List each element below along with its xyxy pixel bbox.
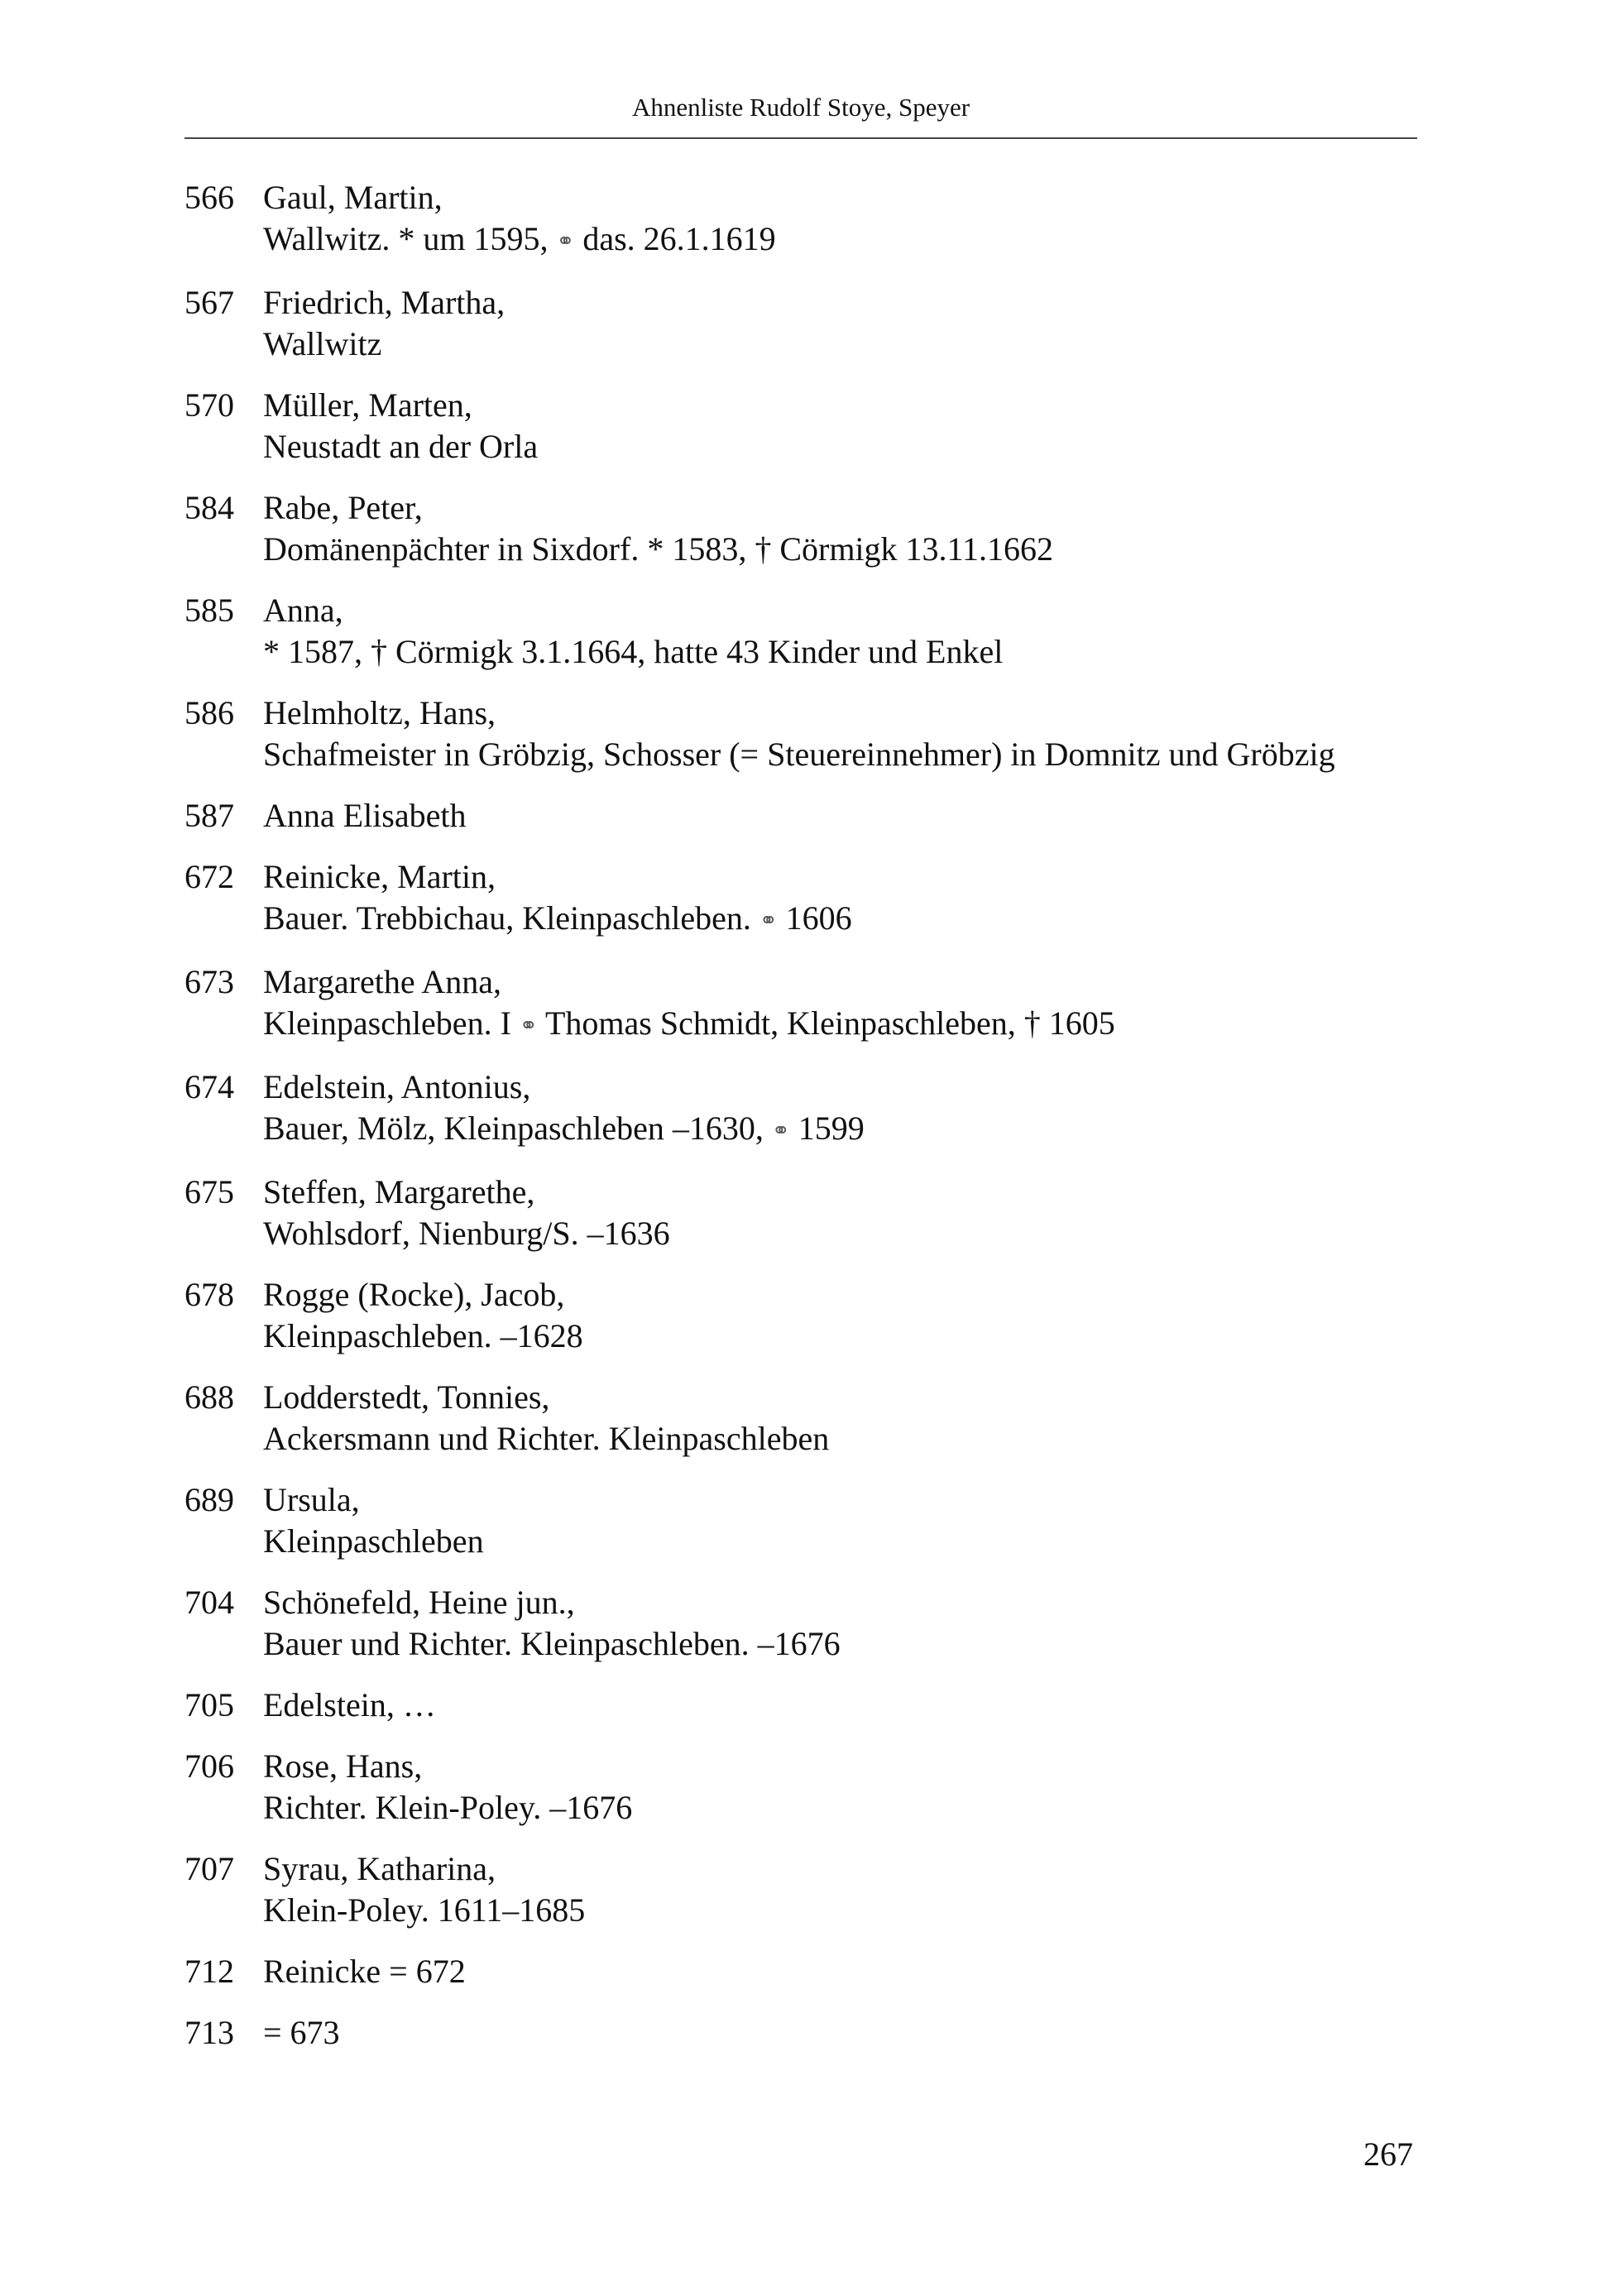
- marriage-icon: ⚭: [771, 1119, 790, 1143]
- ancestor-name: Rose, Hans,: [263, 1747, 423, 1785]
- ancestor-details: [263, 1746, 632, 1829]
- list-item: [184, 961, 1426, 1047]
- ancestor-details: [263, 590, 1003, 673]
- ancestor-number: 678: [184, 1276, 234, 1313]
- running-header: Ahnenliste Rudolf Stoye, Speyer: [631, 93, 970, 122]
- ancestor-info: Kleinpaschleben. I ⚭ Thomas Schmidt, Kleinpaschleben, † 1605: [263, 1004, 1115, 1042]
- ancestor-name: Lodderstedt, Tonnies,: [263, 1378, 550, 1416]
- ancestor-name: Rabe, Peter,: [263, 489, 423, 526]
- ancestor-details: [263, 1582, 841, 1665]
- ancestor-details: [263, 1685, 436, 1726]
- ancestor-details: [263, 1172, 670, 1254]
- ancestor-name: Friedrich, Martha,: [263, 284, 506, 321]
- ancestor-name: Reinicke = 672: [263, 1953, 466, 1990]
- ancestor-name: Steffen, Margarethe,: [263, 1173, 535, 1210]
- ancestor-info: Neustadt an der Orla: [263, 428, 539, 465]
- ancestor-info: Wallwitz: [263, 325, 382, 362]
- list-item: [184, 856, 1426, 942]
- ancestor-number: 675: [184, 1173, 234, 1210]
- page-number: 267: [1363, 2135, 1413, 2173]
- ancestor-name: Anna Elisabeth: [263, 797, 467, 834]
- ancestor-name: Gaul, Martin,: [263, 179, 443, 216]
- marriage-icon: ⚭: [519, 1014, 538, 1038]
- list-item: [184, 282, 1426, 365]
- list-item: [184, 487, 1426, 570]
- ancestor-number: 584: [184, 489, 234, 526]
- ancestor-number: 570: [184, 386, 234, 424]
- ancestor-info: Richter. Klein-Poley. –1676: [263, 1789, 633, 1826]
- ancestor-details: [263, 282, 505, 365]
- ancestor-name: Schönefeld, Heine jun.,: [263, 1584, 575, 1621]
- list-item: [184, 1479, 1426, 1562]
- ancestor-number: 585: [184, 592, 234, 629]
- ancestor-number: 672: [184, 858, 234, 895]
- ancestor-number: 587: [184, 797, 234, 834]
- header-rule: [184, 137, 1417, 139]
- ancestor-details: [263, 961, 1115, 1047]
- ancestor-number: 704: [184, 1584, 234, 1621]
- ancestor-info: Domänenpächter in Sixdorf. * 1583, † Cörmigk 13.11.1662: [263, 530, 1054, 568]
- ancestor-number: 707: [184, 1850, 234, 1887]
- ancestor-details: [263, 1951, 466, 1992]
- ancestor-details: [263, 1274, 583, 1357]
- ancestor-info: Kleinpaschleben. –1628: [263, 1317, 583, 1354]
- ancestor-name: Rogge (Rocke), Jacob,: [263, 1276, 565, 1313]
- ancestor-name: = 673: [263, 2014, 340, 2051]
- ancestor-info: Schafmeister in Gröbzig, Schosser (= Steuereinnehmer) in Domnitz und Gröbzig: [263, 736, 1335, 773]
- list-item: [184, 1582, 1426, 1665]
- ancestor-details: [263, 1848, 585, 1931]
- ancestor-number: 689: [184, 1481, 234, 1518]
- ancestor-number: 713: [184, 2014, 234, 2051]
- list-item: [184, 1274, 1426, 1357]
- ancestor-number: 706: [184, 1747, 234, 1785]
- list-item: [184, 795, 1426, 836]
- marriage-icon: ⚭: [556, 229, 575, 254]
- list-item: [184, 177, 1426, 262]
- ancestor-details: [263, 177, 776, 262]
- ancestor-details: [263, 856, 852, 942]
- ancestor-info: Klein-Poley. 1611–1685: [263, 1891, 586, 1929]
- ancestor-number: 674: [184, 1068, 234, 1105]
- ancestor-number: 567: [184, 284, 234, 321]
- list-item: [184, 693, 1426, 775]
- ancestor-details: [263, 1479, 484, 1562]
- ancestor-number: 673: [184, 963, 234, 1000]
- ancestor-name: Margarethe Anna,: [263, 963, 502, 1000]
- ancestor-name: Ursula,: [263, 1481, 360, 1518]
- ancestor-number: 705: [184, 1686, 234, 1723]
- ancestor-info: Wohlsdorf, Nienburg/S. –1636: [263, 1215, 670, 1252]
- ancestor-details: [263, 385, 538, 467]
- ancestor-number: 712: [184, 1953, 234, 1990]
- ancestor-details: [263, 693, 1335, 775]
- ancestor-number: 688: [184, 1378, 234, 1416]
- ancestor-info: Bauer und Richter. Kleinpaschleben. –1676: [263, 1625, 841, 1662]
- ancestor-info: Wallwitz. * um 1595, ⚭ das. 26.1.1619: [263, 220, 776, 257]
- ancestor-name: Edelstein, Antonius,: [263, 1068, 531, 1105]
- ancestor-info: Bauer, Mölz, Kleinpaschleben –1630, ⚭ 1599: [263, 1110, 865, 1147]
- ancestor-name: Helmholtz, Hans,: [263, 694, 496, 731]
- list-item: [184, 1067, 1426, 1152]
- list-item: [184, 1951, 1426, 1992]
- ancestor-name: Müller, Marten,: [263, 386, 472, 424]
- list-item: [184, 385, 1426, 467]
- ancestor-name: Edelstein, …: [263, 1686, 436, 1723]
- list-item: [184, 1746, 1426, 1829]
- list-item: [184, 2012, 1426, 2054]
- ancestor-details: [263, 795, 467, 836]
- ancestor-details: [263, 2012, 340, 2054]
- ancestor-details: [263, 1377, 829, 1460]
- ancestor-name: Anna,: [263, 592, 343, 629]
- ancestor-number: 586: [184, 694, 234, 731]
- ancestor-number: 566: [184, 179, 234, 216]
- list-item: [184, 590, 1426, 673]
- marriage-icon: ⚭: [759, 908, 778, 933]
- ancestor-info: * 1587, † Cörmigk 3.1.1664, hatte 43 Kinder und Enkel: [263, 633, 1004, 670]
- ancestor-info: Bauer. Trebbichau, Kleinpaschleben. ⚭ 1606: [263, 899, 852, 937]
- ancestor-info: Ackersmann und Richter. Kleinpaschleben: [263, 1420, 830, 1457]
- ancestor-info: Kleinpaschleben: [263, 1522, 484, 1560]
- ancestor-name: Syrau, Katharina,: [263, 1850, 496, 1887]
- list-item: [184, 1685, 1426, 1726]
- ancestor-name: Reinicke, Martin,: [263, 858, 496, 895]
- ancestor-list: [184, 177, 1426, 2073]
- list-item: [184, 1377, 1426, 1460]
- list-item: [184, 1172, 1426, 1254]
- ancestor-details: [263, 1067, 865, 1152]
- ancestor-details: [263, 487, 1053, 570]
- list-item: [184, 1848, 1426, 1931]
